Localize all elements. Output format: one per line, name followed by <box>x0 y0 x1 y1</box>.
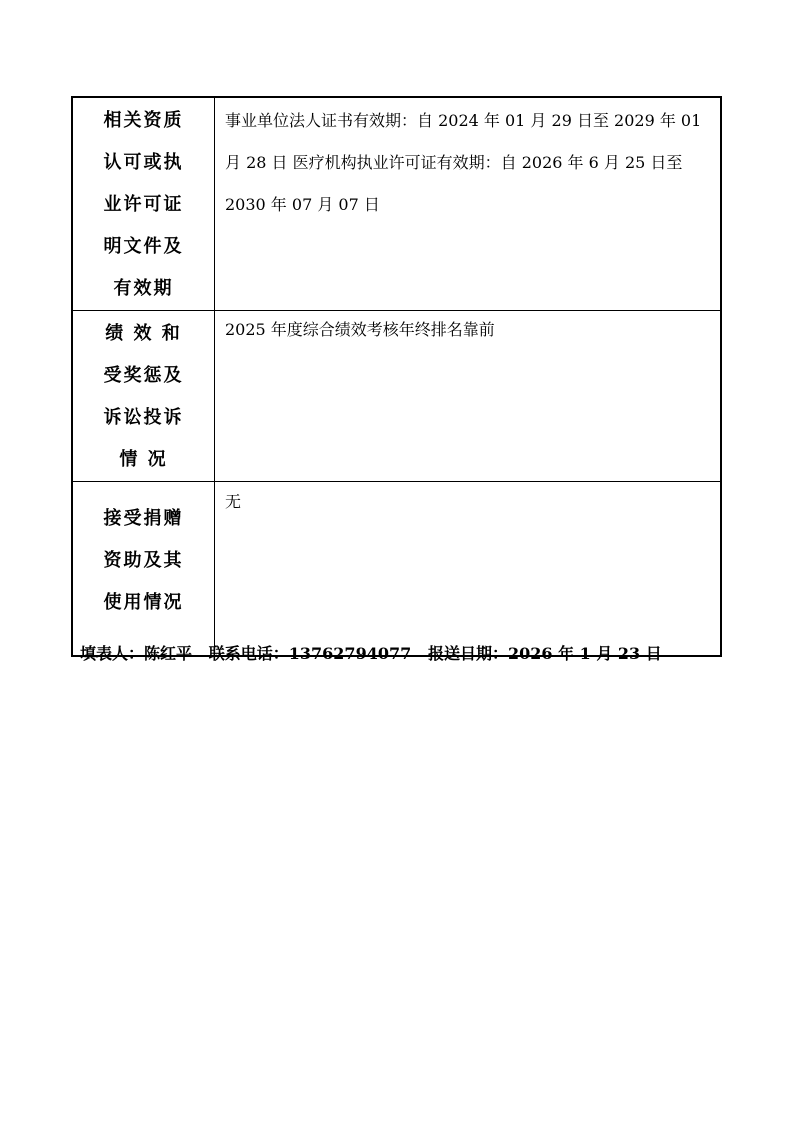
filler-name: 陈红平 <box>144 644 193 663</box>
date-label: 报送日期： <box>427 644 508 663</box>
table-row-performance <box>72 311 721 482</box>
row-label-qualifications <box>72 97 215 311</box>
label-line: 诉讼投诉 <box>103 407 184 428</box>
row-content-performance: 2025 年度综合绩效考核年终排名靠前 <box>215 311 722 482</box>
row-label-performance <box>72 311 215 482</box>
label-line: 绩 效 和 <box>105 323 182 344</box>
label-line: 受奖惩及 <box>103 365 184 386</box>
phone-label: 联系电话： <box>208 644 289 663</box>
report-table <box>71 96 722 657</box>
label-line: 有效期 <box>113 278 174 299</box>
label-line: 资助及其 <box>103 550 184 571</box>
table-row-qualifications <box>72 97 721 311</box>
report-date: 2026 年 1 月 23 日 <box>507 644 662 663</box>
row-content-donations: 无 <box>215 482 722 657</box>
label-line: 情 况 <box>119 449 168 470</box>
label-line: 接受捐赠 <box>103 508 184 529</box>
row-label-donations <box>72 482 215 657</box>
row-content-qualifications: 事业单位法人证书有效期：自 2024 年 01 月 29 日至 2029 年 01 月 28 日 医疗机构执业许可证有效期：自 2026 年 6 月 25 日至 2030 年 07 月 07 日 <box>215 97 722 311</box>
label-line: 业许可证 <box>103 194 184 215</box>
phone-number: 13762794077 <box>288 644 412 663</box>
form-footer <box>80 642 662 666</box>
table-row-donations <box>72 482 721 657</box>
label-line: 明文件及 <box>103 236 184 257</box>
label-line: 认可或执 <box>103 152 184 173</box>
label-line: 使用情况 <box>103 592 184 613</box>
label-line: 相关资质 <box>103 110 184 131</box>
filler-label: 填表人： <box>80 644 145 663</box>
